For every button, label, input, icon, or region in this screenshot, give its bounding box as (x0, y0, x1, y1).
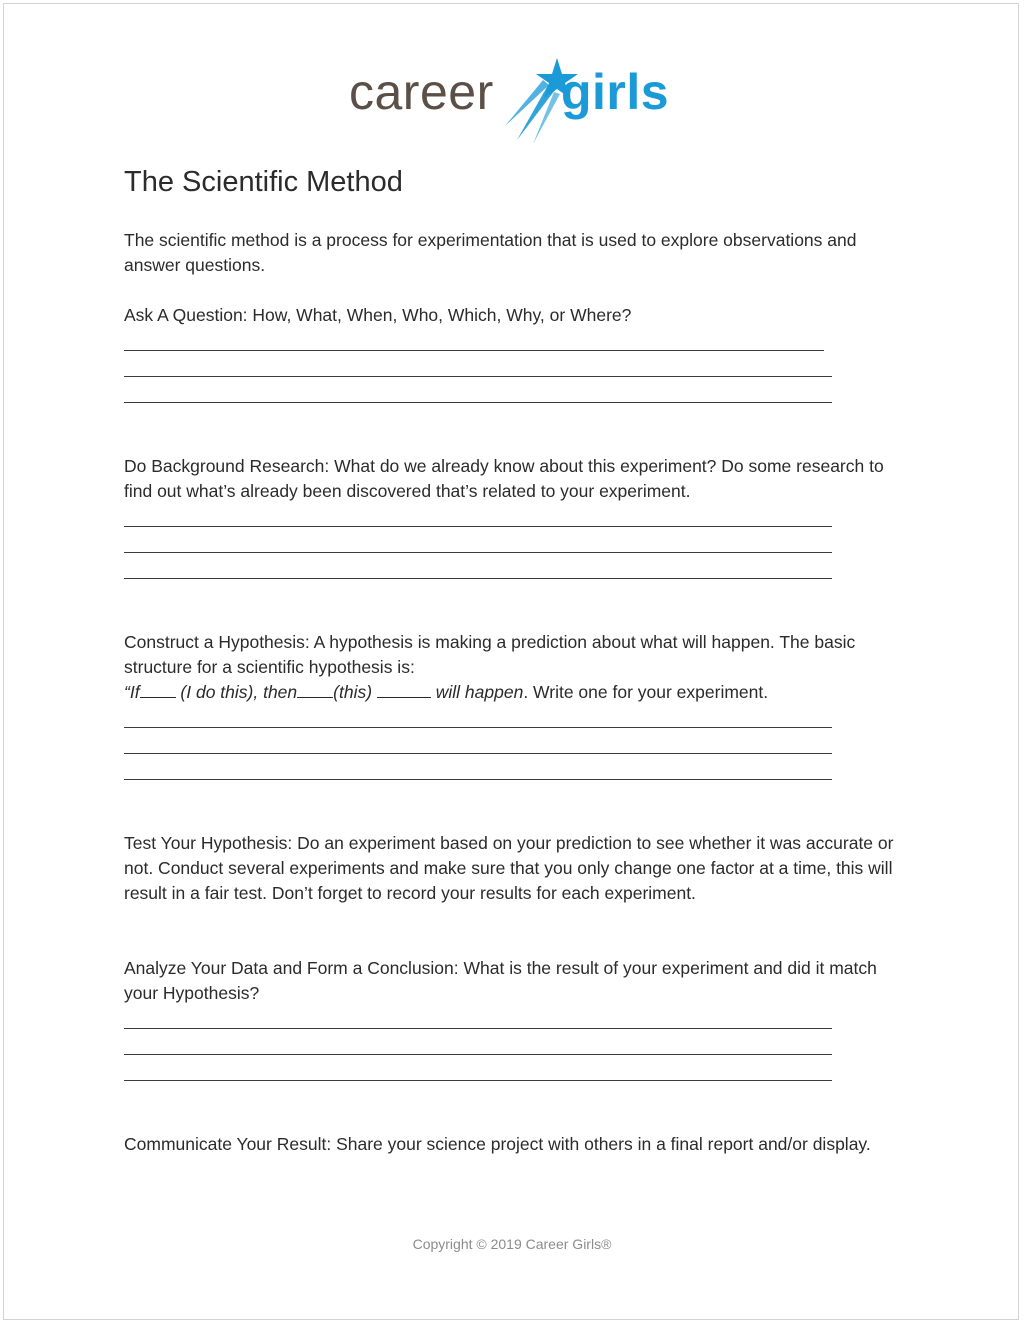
section-analyze-data (124, 956, 914, 1006)
section-construct-hypothesis (124, 630, 914, 705)
answer-lines[interactable] (124, 1028, 832, 1106)
answer-line[interactable] (124, 1054, 832, 1055)
section-heading: Do Background Research: (124, 456, 330, 476)
section-text: Share your science project with others in a final report and/or display. (331, 1134, 871, 1154)
blank-line[interactable] (297, 683, 333, 698)
section-heading: Construct a Hypothesis: (124, 632, 310, 652)
worksheet-page (3, 3, 1019, 1320)
section-text: How, What, When, Who, Which, Why, or Where? (247, 305, 632, 325)
section-test-hypothesis (124, 831, 914, 906)
section-heading: Ask A Question: (124, 305, 248, 325)
template-if: “If (124, 682, 140, 702)
template-will: will happen (430, 682, 524, 702)
section-heading: Analyze Your Data and Form a Conclusion: (124, 958, 459, 978)
answer-line[interactable] (124, 526, 832, 527)
answer-line[interactable] (124, 402, 832, 403)
section-text: What do we already know about this experiment? Do some research to find out what’s already been discovered that’s related to your experiment. (124, 456, 884, 501)
answer-line[interactable] (124, 727, 832, 728)
section-heading: Test Your Hypothesis: (124, 833, 293, 853)
template-this: (this) (333, 682, 377, 702)
section-ask-question (124, 303, 914, 328)
answer-line[interactable] (124, 753, 832, 754)
blank-line[interactable] (140, 683, 176, 698)
answer-line[interactable] (124, 1080, 832, 1081)
page-title: The Scientific Method (124, 166, 403, 198)
copyright-footer: Copyright © 2019 Career Girls® (412, 1236, 612, 1252)
section-text: Do an experiment based on your prediction to see whether it was accurate or not. Conduct several experiments and make sure that you only change one factor at a time, this will result in a fair test. Don’t forget to record your results for each experiment. (124, 833, 894, 903)
answer-lines[interactable] (124, 727, 832, 805)
answer-lines[interactable] (124, 350, 832, 428)
template-end: . Write one for your experiment. (523, 682, 769, 702)
template-do: (I do this), then (175, 682, 298, 702)
section-text: A hypothesis is making a prediction about what will happen. The basic structure for a scientific hypothesis is: (124, 632, 856, 677)
section-communicate-result (124, 1132, 914, 1157)
section-background-research (124, 454, 914, 504)
blank-line[interactable] (377, 683, 431, 698)
section-text: What is the result of your experiment and did it match your Hypothesis? (124, 958, 877, 1003)
answer-line[interactable] (124, 1028, 832, 1029)
logo-girls-text: girls (561, 64, 670, 120)
answer-line[interactable] (124, 376, 832, 377)
hypothesis-template (124, 682, 523, 702)
answer-line[interactable] (124, 578, 832, 579)
career-girls-logo (349, 52, 689, 144)
logo-career-text: career (349, 64, 494, 120)
intro-paragraph: The scientific method is a process for experimentation that is used to explore observations and answer questions. (124, 230, 857, 275)
answer-line[interactable] (124, 779, 832, 780)
answer-line[interactable] (124, 350, 824, 351)
answer-line[interactable] (124, 552, 832, 553)
answer-lines[interactable] (124, 526, 832, 604)
section-heading: Communicate Your Result: (124, 1134, 332, 1154)
